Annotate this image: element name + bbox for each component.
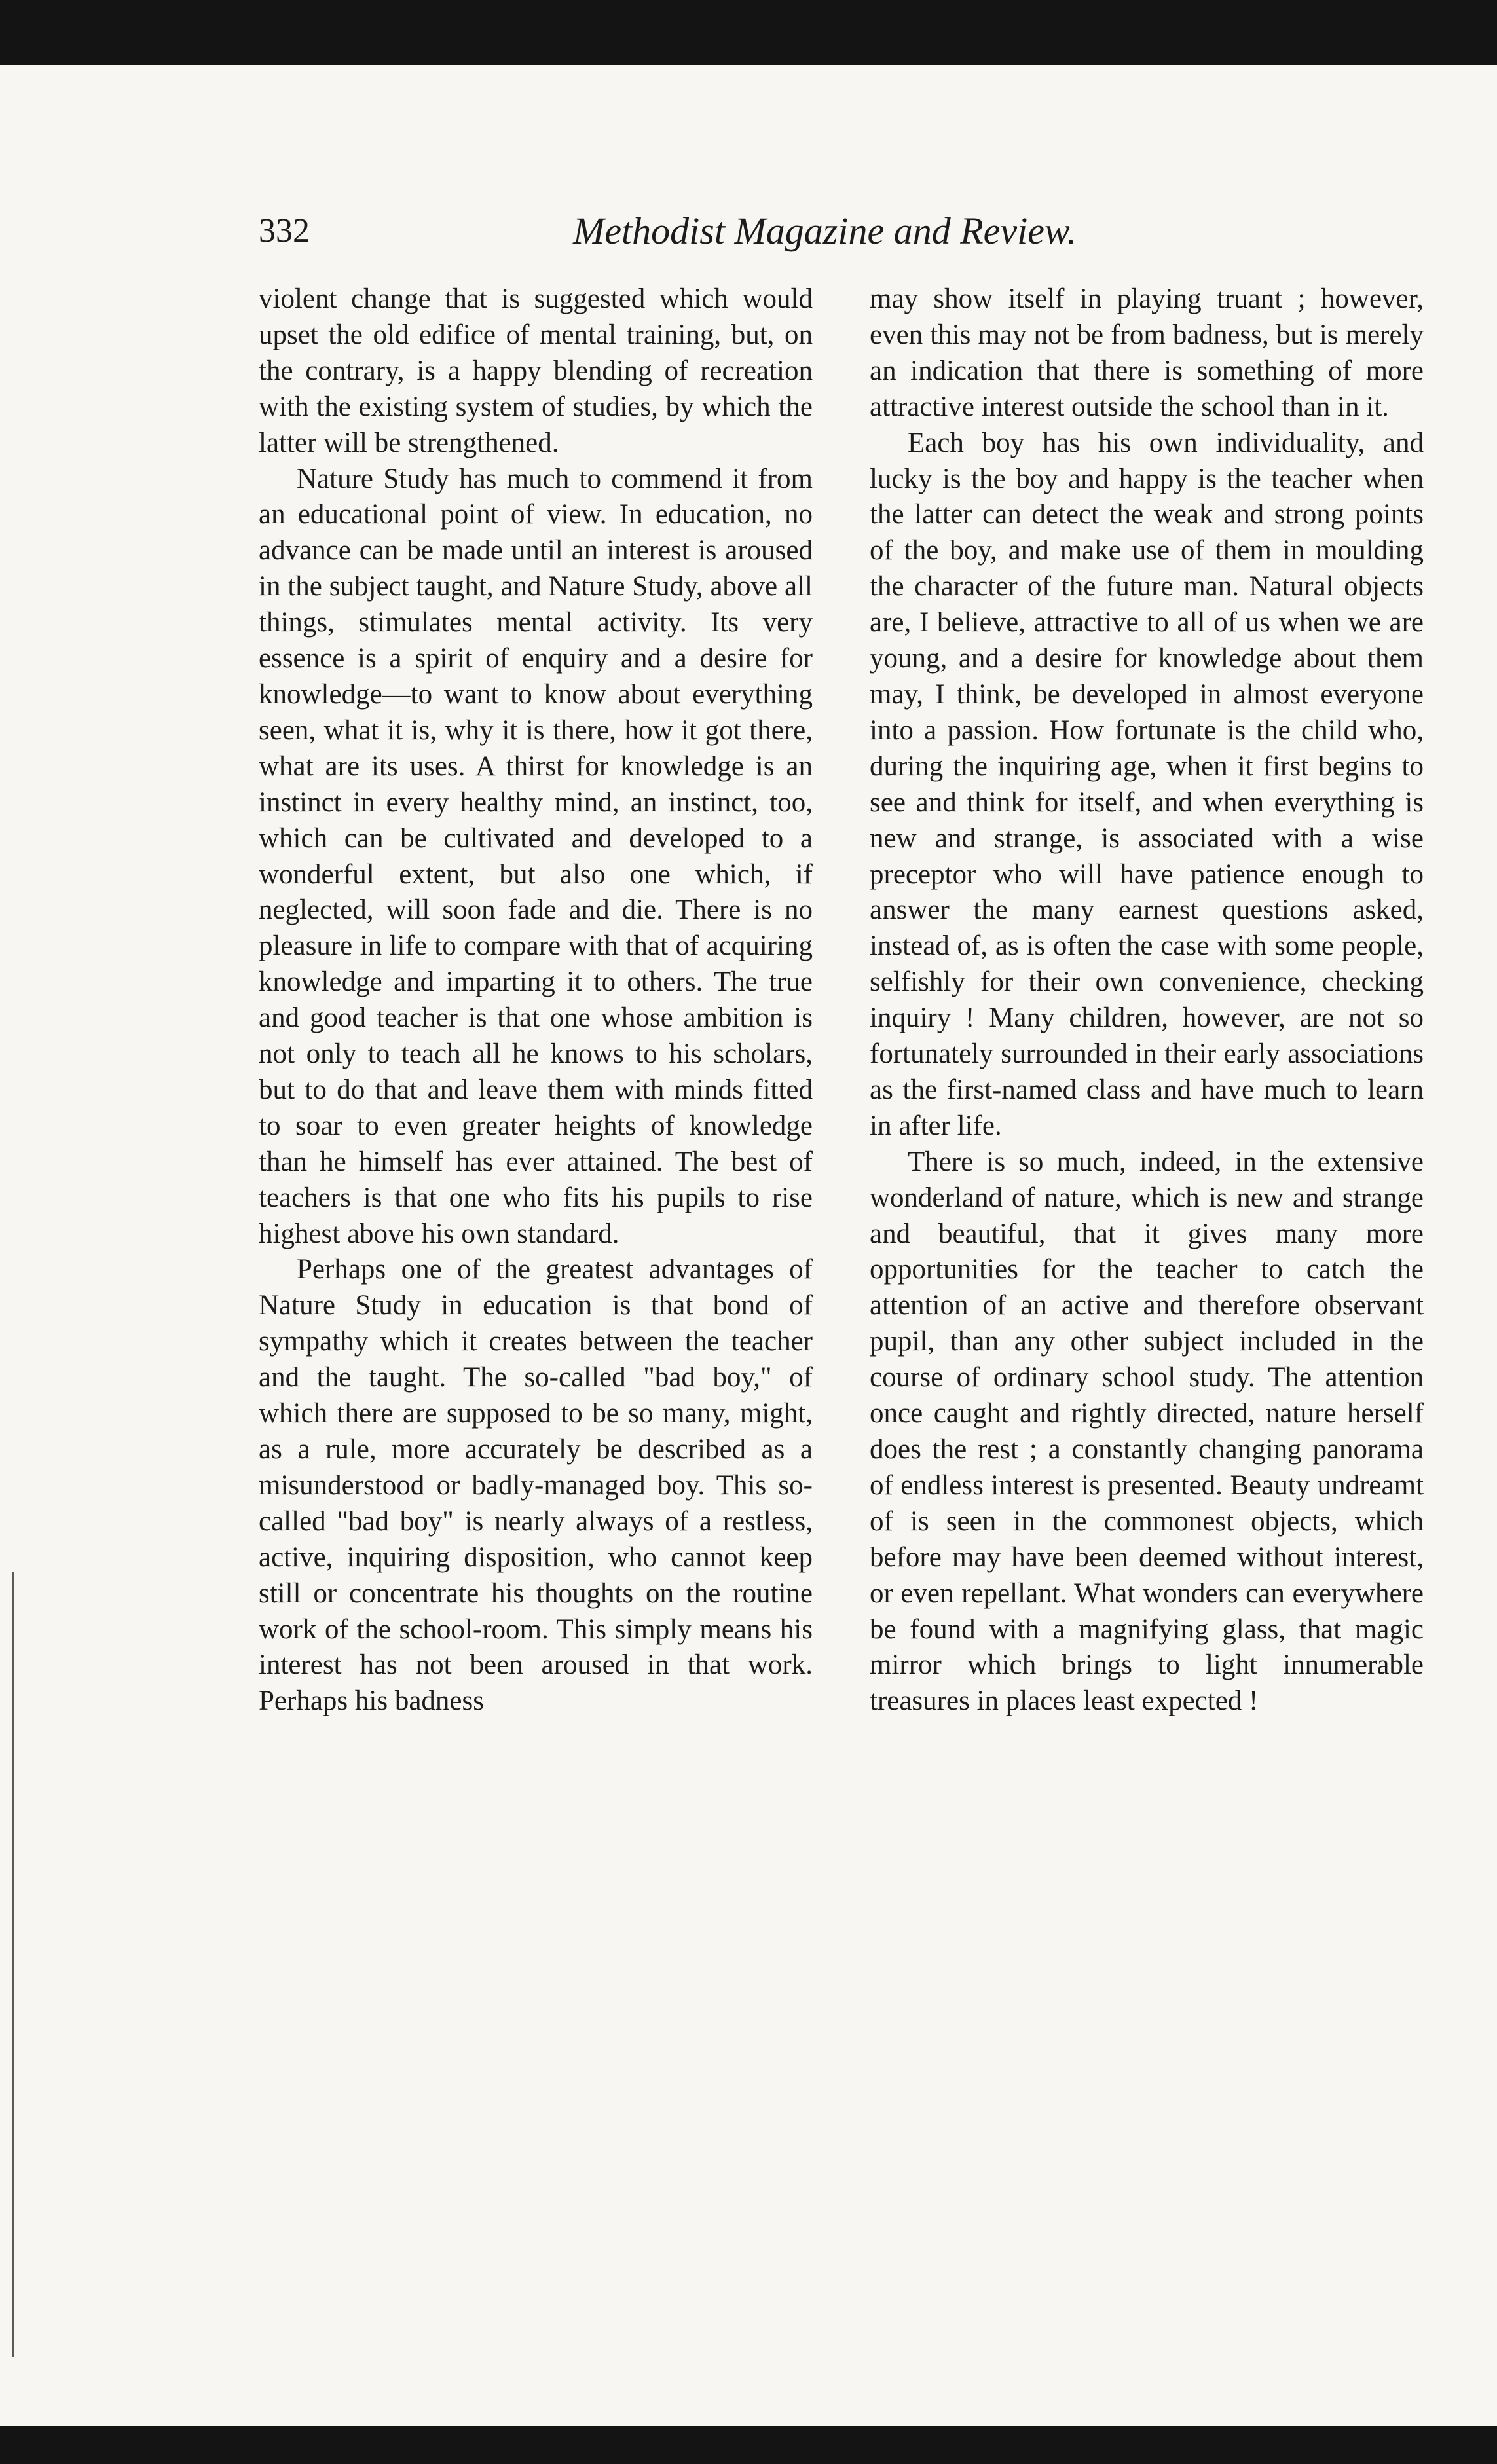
right-column — [870, 282, 1424, 1719]
page-header — [259, 202, 1136, 261]
scan-edge-left — [12, 1572, 14, 2357]
right-paragraph-2: Each boy has his own individuality, and lucky is the boy and happy is the teacher when the latter can detect the weak and strong points of the boy, and make use of them in moulding the character of the future man. Natural objects are, I believe, attractive to all of us when we are young, and a desire for knowledge about them may, I think, be developed in almost everyone into a passion. How fortunate is the child who, during the inquiring age, when it first begins to see and think for itself, and when everything is new and strange, is associated with a wise preceptor who will have patience enough to answer the many earnest questions asked, instead of, as is often the case with some people, selfishly for their own convenience, checking inquiry ! Many children, however, are not so fortunately surrounded in their early associations as the first-named class and have much to learn in after life. — [870, 427, 1424, 1141]
scan-border-top — [0, 0, 1497, 65]
running-title: Methodist Magazine and Review. — [573, 210, 1077, 252]
page-number: 332 — [259, 212, 310, 249]
left-paragraph-2: Nature Study has much to commend it from an educational point of view. In education, no advance can be made until an interest is aroused in the subject taught, and Nature Study, above all things, stimulates mental activity. Its very essence is a spirit of enquiry and a desire for knowledge—to want to know about everything seen, what it is, why it is there, how it got there, what are its uses. A thirst for knowledge is an instinct in every healthy mind, an instinct, too, which can be cultivated and developed to a wonderful extent, but also one which, if neglected, will soon fade and die. There is no pleasure in life to compare with that of acquiring knowledge and imparting it to others. The true and good teacher is that one whose ambition is not only to teach all he knows to his scholars, but to do that and leave them with minds fitted to soar to even greater heights of knowledge than he himself has ever attained. The best of teachers is that one who fits his pupils to rise highest above his own standard. — [259, 463, 813, 1249]
left-paragraph-1: violent change that is suggested which would upset the old edifice of mental training, but, on the contrary, is a happy blending of recreation with the existing system of studies, by which the latter will be strengthened. — [259, 284, 813, 458]
left-column — [259, 282, 813, 1719]
right-paragraph-3: There is so much, indeed, in the extensive wonderland of nature, which is new and strange and beautiful, that it gives many more opportunities for the teacher to catch the attention of an active and therefore observant pupil, than any other subject included in the course of ordinary school study. The attention once caught and rightly directed, nature herself does the rest ; a constantly changing panorama of endless interest is presented. Beauty undreamt of is seen in the commonest objects, which before may have been deemed without interest, or even repellant. What wonders can everywhere be found with a magnifying glass, that magic mirror which brings to light innumerable treasures in places least expected ! — [870, 1146, 1424, 1717]
scan-border-bottom — [0, 2426, 1497, 2464]
right-paragraph-1: may show itself in playing truant ; however, even this may not be from badness, but is merely an indication that there is something of more attractive interest outside the school than in it. — [870, 284, 1424, 422]
left-paragraph-3: Perhaps one of the greatest advantages of Nature Study in education is that bond of sympathy which it creates between the teacher and the taught. The so-called "bad boy," of which there are supposed to be so many, might, as a rule, more accurately be described as a misunderstood or badly-managed boy. This so-called "bad boy" is nearly always of a restless, active, inquiring disposition, who cannot keep still or concentrate his thoughts on the routine work of the school-room. This simply means his interest has not been aroused in that work. Perhaps his badness — [259, 1254, 813, 1717]
